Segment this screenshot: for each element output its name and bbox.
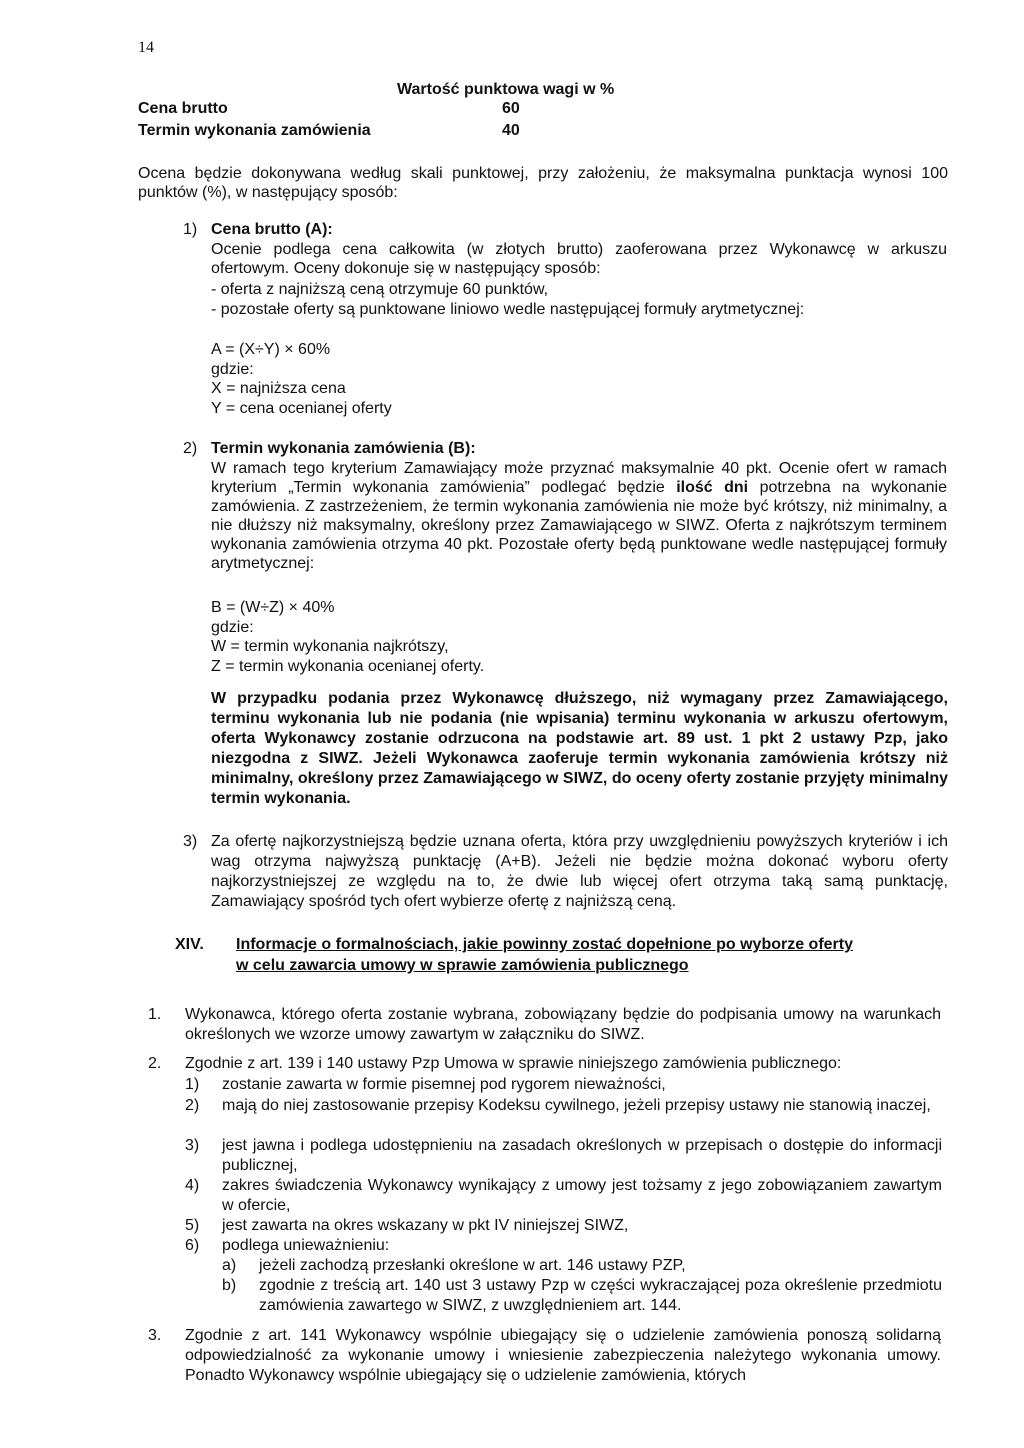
criterion-2-text-bold: ilość dni	[676, 479, 749, 496]
section-title-line-2: w celu zawarcia umowy w sprawie zamówienia publicznego	[236, 957, 689, 974]
item-2-subsub-a-number: a)	[222, 1257, 237, 1274]
item-2-sub-2-number: 2)	[185, 1097, 200, 1114]
item-3-number: 3.	[148, 1327, 162, 1344]
criterion-1-text: Ocenie podlega cena całkowita (w złotych brutto) zaoferowana przez Wykonawcę w arkuszu ofertowym. Oceny dokonuje się w następujący sposób:	[211, 241, 947, 277]
criterion-1-title: Cena brutto (A):	[211, 221, 333, 238]
formula-a-y: Y = cena ocenianej oferty	[211, 400, 392, 418]
item-2-sub-3-number: 3)	[185, 1137, 200, 1154]
weight-label-price: Cena brutto	[138, 100, 228, 117]
section-title-line-1: Informacje o formalnościach, jakie powinny zostać dopełnione po wyborze oferty	[236, 936, 854, 953]
item-2-sub-5-text: jest zawarta na okres wskazany w pkt IV niniejszej SIWZ,	[222, 1217, 629, 1234]
weight-value-price: 60	[502, 100, 520, 117]
criterion-2-text	[211, 459, 947, 573]
criterion-2-bold-note: W przypadku podania przez Wykonawcę dłuższego, niż wymagany przez Zamawiającego, terminu wykonania lub nie podania (nie wpisania) terminu wykonania w arkuszu ofertowym, oferta Wykonawcy zostanie odrzucona na podstawie art. 89 ust. 1 pkt 2 ustawy Pzp, jako niezgodna z SIWZ. Jeżeli Wykonawca zaoferuje termin wykonania zamówienia krótszy niż minimalny, określony przez Zamawiającego w SIWZ, do oceny oferty zostanie przyjęty minimalny termin wykonania.	[211, 690, 948, 807]
criterion-2-number: 2)	[183, 440, 198, 457]
formula-b-line: B = (W÷Z) × 40%	[211, 599, 335, 616]
item-2-subsub-b-number: b)	[222, 1277, 237, 1294]
page-number: 14	[138, 39, 154, 56]
item-2-sub-4-text: zakres świadczenia Wykonawcy wynikający z umowy jest tożsamy z jego zobowiązaniem zawartym w ofercie,	[222, 1177, 942, 1214]
item-2-sub-1-number: 1)	[185, 1076, 200, 1093]
section-number: XIV.	[175, 936, 204, 953]
criterion-3-text: Za ofertę najkorzystniejszą będzie uznana oferta, która przy uwzględnieniu powyższych kryteriów i ich wag otrzyma najwyższą punktację (A+B). Jeżeli nie będzie można dokonać wyboru oferty najkorzystniejszej ze względu na to, że dwie lub więcej ofert otrzyma taką samą punktację, Zamawiający spośród tych ofert wybierze ofertę z najniższą ceną.	[211, 833, 948, 910]
formula-a-line: A = (X÷Y) × 60%	[211, 341, 331, 358]
formula-a	[211, 340, 392, 419]
item-1-number: 1.	[148, 1006, 162, 1023]
formula-a-x: X = najniższa cena	[211, 380, 346, 398]
item-2-sub-6-number: 6)	[185, 1237, 200, 1254]
criterion-2-text-before: W ramach tego kryterium Zamawiający może przyznać maksymalnie 40 pkt. Ocenie ofert w ramach kryterium „Termin wykonania zamówienia” podlegać będzie	[211, 460, 947, 496]
formula-a-where: gdzie:	[211, 360, 254, 378]
item-2-number: 2.	[148, 1055, 162, 1072]
formula-b-w: W = termin wykonania najkrótszy,	[211, 638, 449, 656]
item-2-sub-6-text: podlega unieważnieniu:	[222, 1237, 390, 1254]
item-2-subsub-a-text: jeżeli zachodzą przesłanki określone w art. 146 ustawy PZP,	[259, 1257, 686, 1274]
item-2-sub-3-text: jest jawna i podlega udostępnieniu na zasadach określonych w przepisach o dostępie do informacji publicznej,	[222, 1137, 942, 1174]
intro-paragraph: Ocena będzie dokonywana według skali punktowej, przy założeniu, że maksymalna punktacja wynosi 100 punktów (%), w następujący sposób:	[138, 165, 948, 201]
item-1-text: Wykonawca, którego oferta zostanie wybrana, zobowiązany będzie do podpisania umowy na warunkach określonych we wzorze umowy zawartym w załączniku do SIWZ.	[185, 1006, 941, 1043]
weights-header: Wartość punktowa wagi w %	[397, 81, 615, 98]
criterion-2-title: Termin wykonania zamówienia (B):	[211, 440, 476, 457]
item-2-subsub-b-text: zgodnie z treścią art. 140 ust 3 ustawy Pzp w części wykraczającej poza określenie przedmiotu zamówienia zawartego w SIWZ, z uwzględnieniem art. 144.	[259, 1277, 942, 1314]
criterion-2-text-after: potrzebna na wykonanie zamówienia. Z zastrzeżeniem, że termin wykonania zamówienia nie może być krótszy, niż minimalny, a nie dłuższy niż maksymalny, określony przez Zamawiającego w SIWZ. Oferta z najkrótszym terminem wykonania zamówienia otrzyma 40 pkt. Pozostałe oferty będą punktowane wedle następującej formuły arytmetycznej:	[211, 479, 947, 572]
item-2-sub-1-text: zostanie zawarta w formie pisemnej pod rygorem nieważności,	[222, 1076, 666, 1093]
criterion-1-number: 1)	[183, 221, 198, 238]
item-2-text: Zgodnie z art. 139 i 140 ustawy Pzp Umowa w sprawie niniejszego zamówienia publicznego:	[185, 1055, 842, 1072]
item-3-text: Zgodnie z art. 141 Wykonawcy wspólnie ubiegający się o udzielenie zamówienia ponoszą solidarną odpowiedzialność za wykonanie umowy i wniesienie zabezpieczenia należytego wykonania umowy. Ponadto Wykonawcy wspólnie ubiegający się o udzielenie zamówienia, których	[185, 1327, 941, 1384]
weight-value-time: 40	[502, 122, 520, 139]
item-2-sub-2-text: mają do niej zastosowanie przepisy Kodeksu cywilnego, jeżeli przepisy ustawy nie stanowią inaczej,	[222, 1097, 931, 1114]
formula-b	[211, 598, 484, 677]
formula-b-where: gdzie:	[211, 618, 254, 636]
weight-label-time: Termin wykonania zamówienia	[138, 122, 371, 139]
criterion-1-bullet-1: - oferta z najniższą ceną otrzymuje 60 punktów,	[211, 281, 549, 298]
item-2-sub-4-number: 4)	[185, 1177, 200, 1194]
criterion-3-number: 3)	[183, 833, 198, 850]
item-2-sub-5-number: 5)	[185, 1217, 200, 1234]
formula-b-z: Z = termin wykonania ocenianej oferty.	[211, 658, 485, 676]
criterion-1-bullet-2: - pozostałe oferty są punktowane liniowo wedle następującej formuły arytmetycznej:	[211, 301, 805, 318]
